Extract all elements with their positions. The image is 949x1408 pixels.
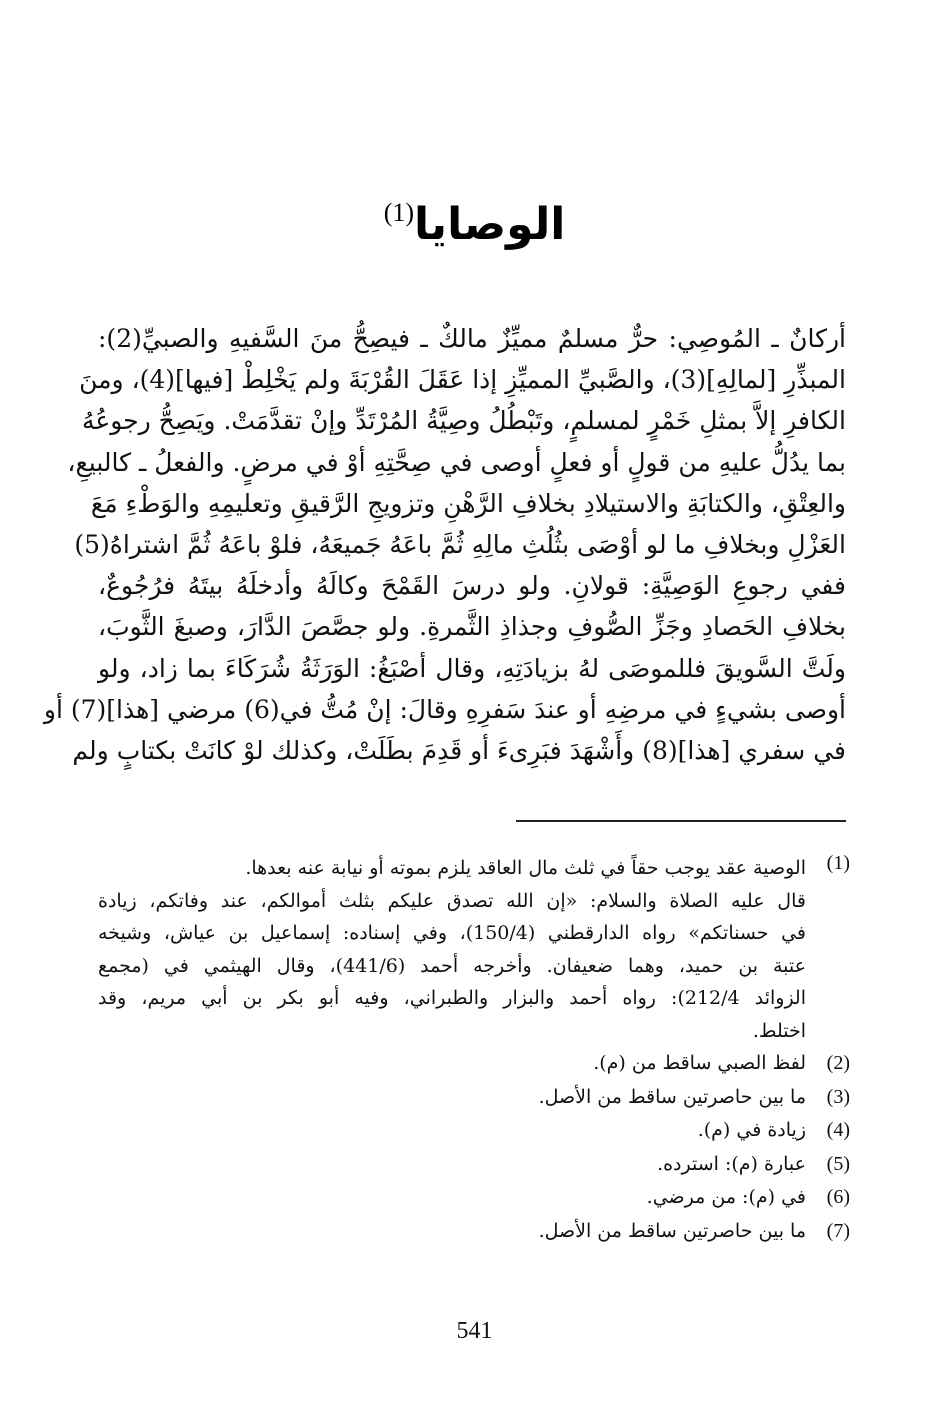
main-text-line: أركانٌ ـ المُوصِي: حرٌّ مسلمٌ مميِّزٌ مالكٌ ـ فيصِحُّ منَ السَّفيهِ والصبيِّ(2): xyxy=(98,324,846,353)
footnote-text: في (م): من مرضي. xyxy=(646,1186,806,1208)
footnote xyxy=(98,1081,850,1115)
footnote-text: زيادة في (م). xyxy=(697,1119,806,1141)
main-text-line: بما يدُلُّ عليهِ من قولٍ أو فعلٍ أوصى في صِحَّتِهِ أوْ في مرضٍ. والفعلُ ـ كالبيعِ، xyxy=(67,447,846,477)
footnote-text: لفظ الصبي ساقط من (م). xyxy=(593,1052,806,1074)
main-text-line: والعِتْقِ، والكتابَةِ والاستيلادِ بخلافِ الرَّهْنِ وتزويجِ الرَّقيقِ وتعليمِهِ والوَطْءِ مَعَ xyxy=(90,488,846,518)
footnote-line: في حسناتكم» رواه الدارقطني (150/4)، وفي إسناده: إسماعيل بن عياش، وشيخه xyxy=(98,922,807,944)
main-text-line: أوصى بشيءٍ في مرضِهِ أو عندَ سَفرِهِ وقالَ: إنْ مُتُّ في(6) مرضي [هذا](7) أو xyxy=(43,694,846,724)
main-text-line: الكافرِ إلاَّ بمثلِ خَمْرٍ لمسلمٍ، وتَبْطُلُ وصِيَّةُ المُرْتَدِّ وإنْ تقدَّمَتْ. ويَصِحُّ رجوعُهُ xyxy=(81,406,846,436)
footnote-line: الزوائد 212/4): رواه أحمد والبزار والطبراني، وفيه أبو بكر بن أبي مريم، وقد xyxy=(98,987,807,1009)
main-text-line: ففي رجوعِ الوَصِيَّةِ: قولانِ. ولو درسَ القَمْحَ وكالَهُ وأدخلَهُ بيتَهُ فرُجُوعٌ، xyxy=(98,571,846,601)
footnote-number: (3) xyxy=(826,1085,850,1108)
footnote-text: عبارة (م): استرده. xyxy=(657,1152,806,1175)
footnote-number: (6) xyxy=(826,1186,850,1208)
footnote-line: اختلط. xyxy=(752,1019,806,1042)
main-text-line: ولَتَّ السَّويقَ فللموصَى لهُ بزيادَتِهِ، وقال أصْبَغُ: الوَرَثَةُ شُرَكَاءَ بما زاد، ولو xyxy=(98,653,846,683)
footnote xyxy=(98,1047,850,1081)
footnote xyxy=(98,1181,850,1215)
main-text-line: بخلافِ الحَصادِ وجَزِّ الصُّوفِ وجذاذِ الثَّمرةِ. ولو جصَّصَ الدَّارَ، وصبغَ الثَّوبَ، xyxy=(98,612,846,642)
chapter-title xyxy=(0,178,949,260)
main-text-line: المبذِّرِ [لمالِهِ](3)، والصَّبيِّ المميِّزِ إذا عَقَلَ القُرْبَةَ ولم يَخْلِطْ [فيها](4)، ومنَ xyxy=(79,365,846,395)
footnote-number: (7) xyxy=(826,1219,850,1242)
footnote-text: ما بين حاصرتين ساقط من الأصل. xyxy=(538,1085,806,1108)
footnote-number: (4) xyxy=(826,1119,850,1141)
footnote-line: قال عليه الصلاة والسلام: «إن الله تصدق عليكم بثلث أموالكم، عند وفاتكم، زيادة xyxy=(98,889,806,912)
footnote-line: الوصية عقد يوجب حقاً في ثلث مال العاقد يلزم بموته أو نيابة عنه بعدها. xyxy=(245,857,806,879)
footnote xyxy=(98,1114,850,1148)
main-text-line: العَزْلِ وبخلافِ ما لو أوْصَى بثُلُثِ مالِهِ ثُمَّ باعَهُ جَميعَهُ، فلوْ باعَهُ ثُمَّ اشتراهُ(5) xyxy=(74,529,846,559)
footnote-text: ما بين حاصرتين ساقط من الأصل. xyxy=(538,1219,806,1242)
footnote-separator xyxy=(516,820,846,822)
footnote-number: (5) xyxy=(826,1152,850,1175)
footnote-line: عتبة بن حميد، وهما ضعيفان. وأخرجه أحمد (441/6)، وقال الهيثمي في (مجمع xyxy=(98,954,806,977)
footnote-number: (1) xyxy=(826,852,850,874)
chapter-title-note-ref: (1) xyxy=(383,198,415,227)
footnote xyxy=(98,1148,850,1182)
page-number: 541 xyxy=(456,1318,493,1344)
chapter-title-text: الوصايا xyxy=(414,199,566,250)
footnote-text xyxy=(98,852,806,1047)
main-text-line: في سفري [هذا](8) وأَشْهَدَ فبَرِىءَ أو قَدِمَ بطَلَتْ، وكذلك لوْ كانَتْ بكتابٍ ولم xyxy=(72,735,846,765)
main-text xyxy=(43,318,846,771)
footnote xyxy=(98,852,850,1047)
footnotes xyxy=(98,852,850,1248)
footnote-number: (2) xyxy=(826,1052,850,1074)
footnote xyxy=(98,1215,850,1249)
